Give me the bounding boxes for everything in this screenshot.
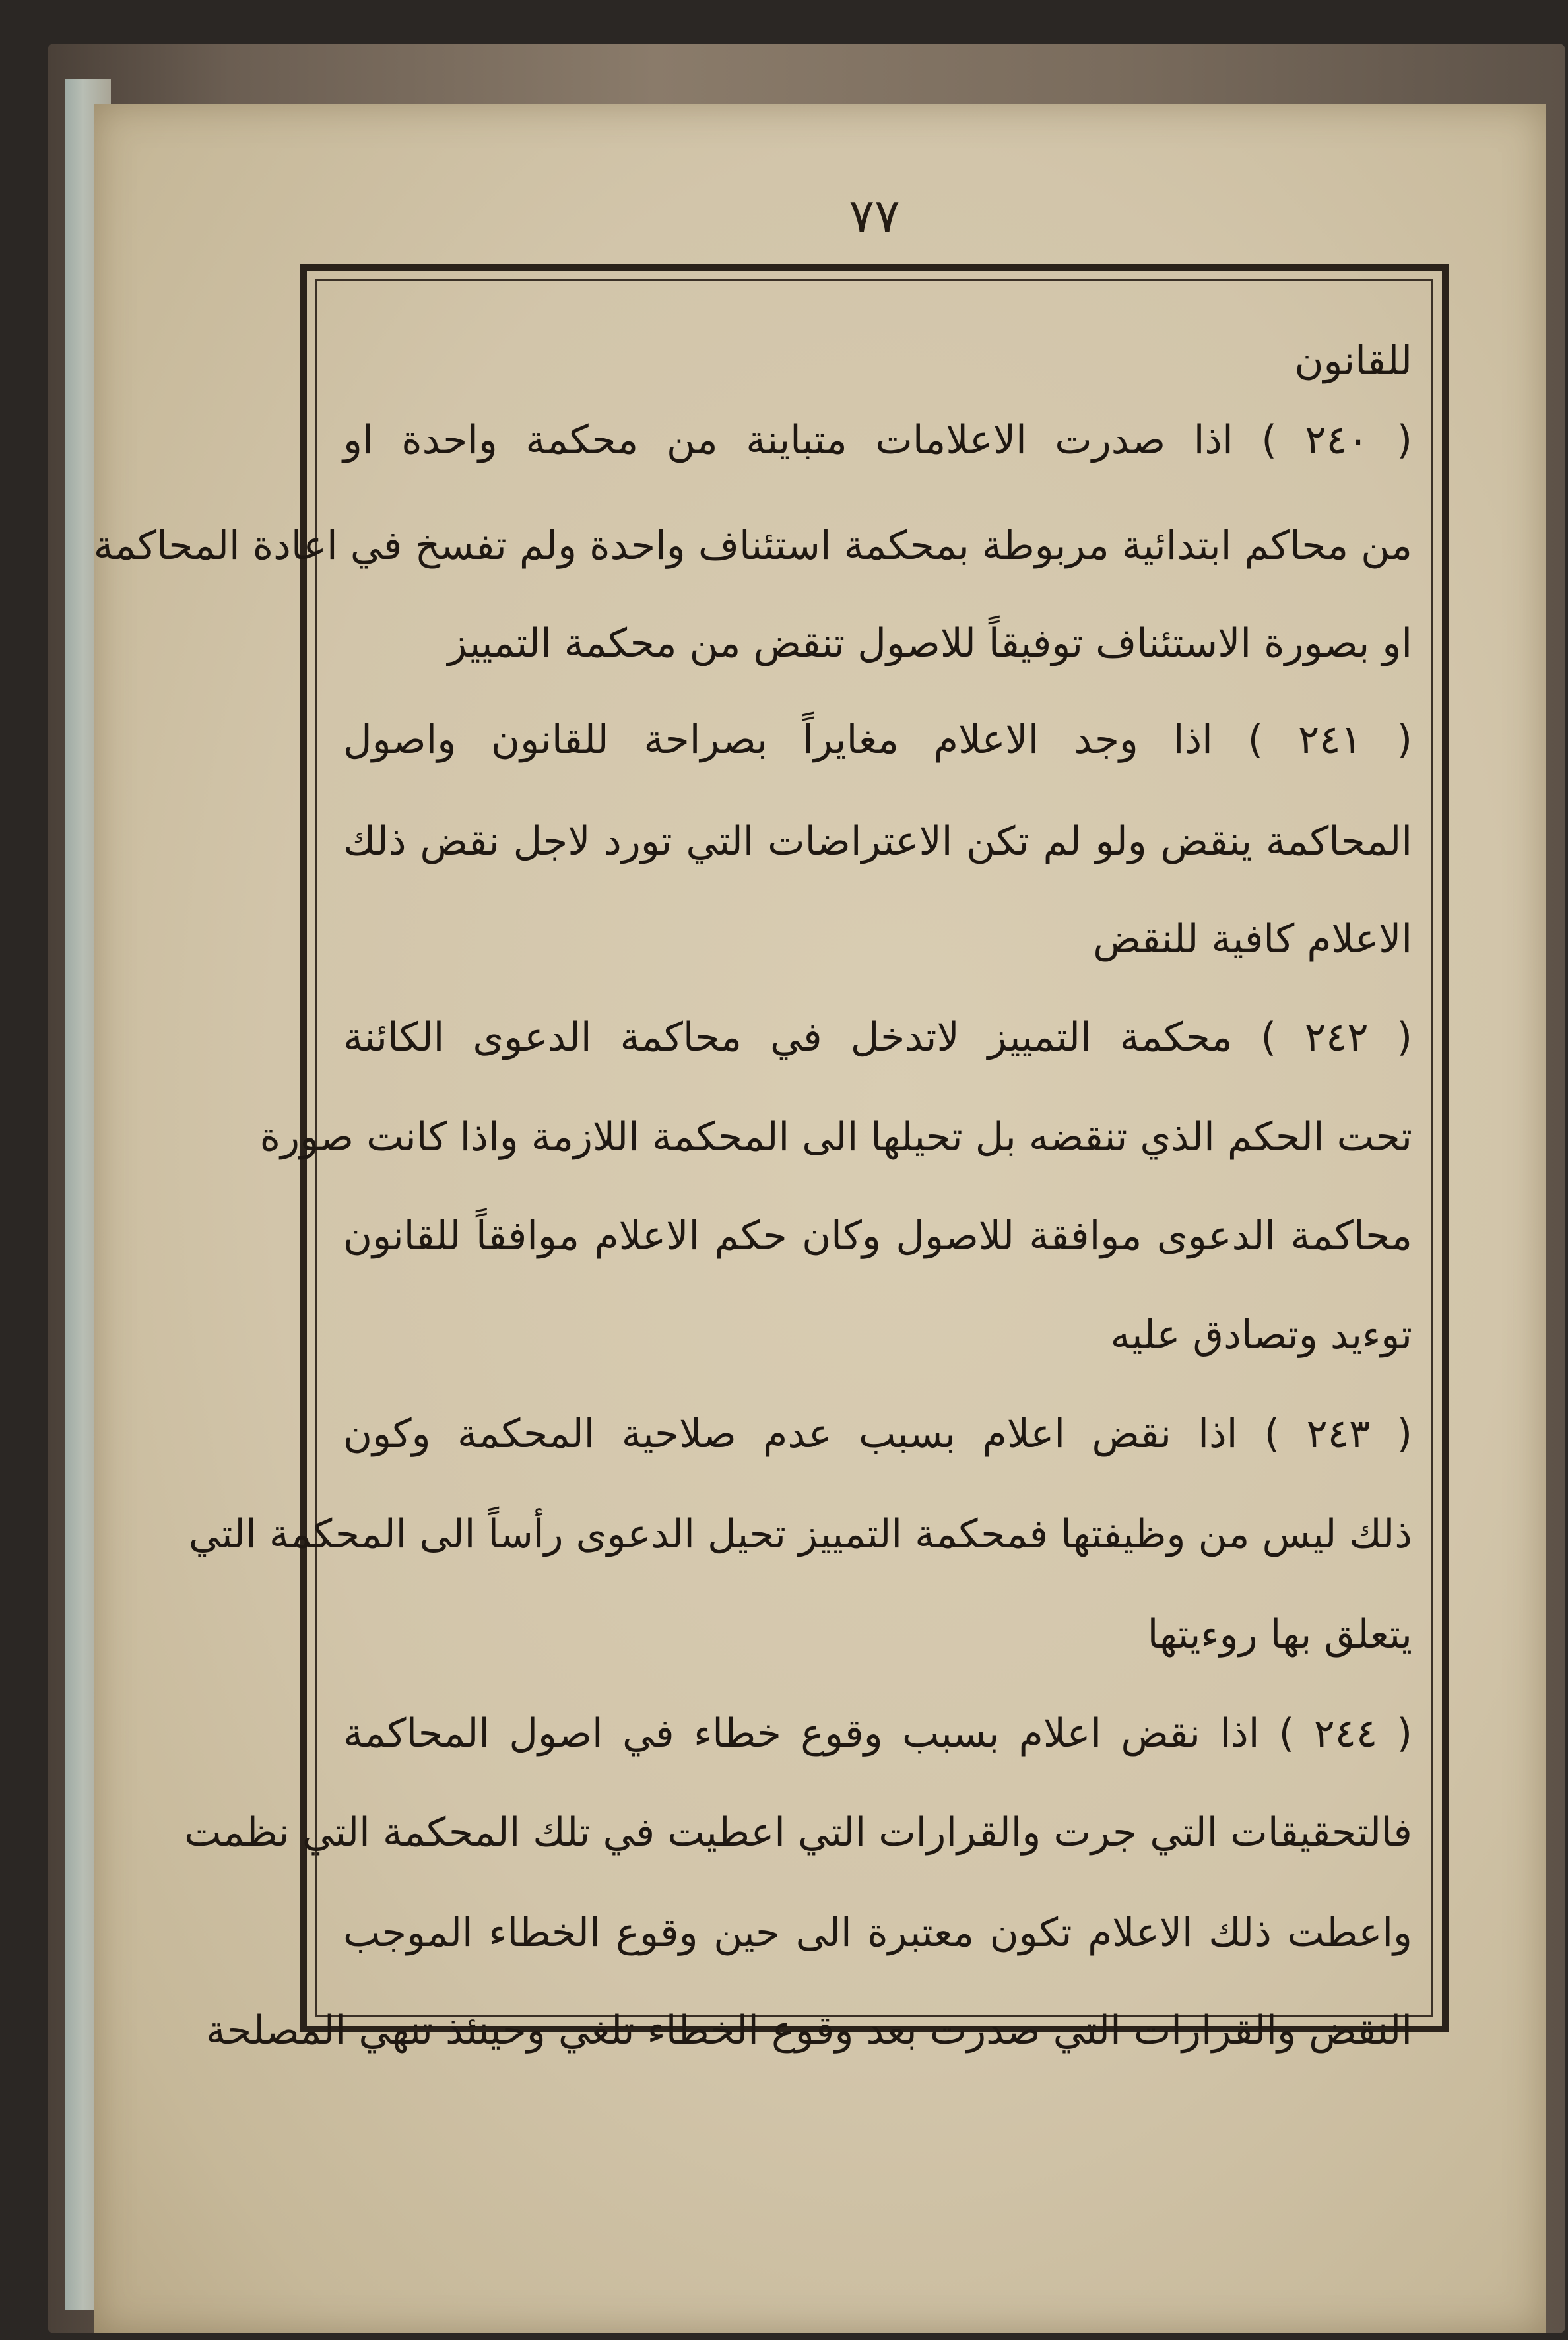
article-line [343, 988, 1412, 1087]
text-line [343, 1186, 1412, 1285]
article-line [343, 1384, 1412, 1483]
article-line [343, 1684, 1412, 1783]
line-text: المحاكمة ينقض ولو لم تكن الاعتراضات التي تورد لاجل نقض ذلك [343, 818, 1412, 864]
page-text-block [93, 311, 1413, 2054]
line-text: او بصورة الاستئناف توفيقاً للاصول تنقض من محكمة التمييز [447, 620, 1412, 666]
line-text: الاعلام كافية للنقض [1093, 916, 1412, 962]
article-number: ( ٢٤٤ ) [1278, 1710, 1413, 1757]
article-line [343, 391, 1412, 490]
line-text: تحت الحكم الذي تنقضه بل تحيلها الى المحكمة اللازمة واذا كانت صورة [259, 1114, 1412, 1160]
line-text: من محاكم ابتدائية مربوطة بمحكمة استئناف واحدة ولم تفسخ في اعادة المحاكمة [93, 523, 1412, 569]
article-number: ( ٢٤٣ ) [1264, 1411, 1412, 1457]
line-text: النقض والقرارات التي صدرت بعد وقوع الخطاء تلغي وحينئذ تنهي المصلحة [205, 2007, 1412, 2054]
text-line [343, 594, 1412, 693]
article-number: ( ٢٤٠ ) [1261, 417, 1412, 463]
text-line [205, 1981, 1412, 2080]
text-line [259, 1088, 1412, 1186]
article-number: ( ٢٤٢ ) [1260, 1014, 1412, 1060]
line-text: فالتحقيقات التي جرت والقرارات التي اعطيت في تلك المحكمة التي نظمت [184, 1809, 1412, 1856]
text-line [343, 792, 1412, 891]
text-line [343, 890, 1412, 989]
text-line [188, 1485, 1412, 1584]
page-number: ٧٧ [849, 188, 900, 244]
line-text: محكمة التمييز لاتدخل في محاكمة الدعوى الكائنة [343, 1014, 1233, 1060]
line-text: ذلك ليس من وظيفتها فمحكمة التمييز تحيل الدعوى رأساً الى المحكمة التي [188, 1511, 1412, 1557]
line-text: واعطت ذلك الاعلام تكون معتبرة الى حين وقوع الخطاء الموجب [343, 1910, 1412, 1956]
line-text: اذا وجد الاعلام مغايراً بصراحة للقانون واصول [343, 717, 1213, 763]
line-text: اذا نقض اعلام بسبب عدم صلاحية المحكمة وكون [343, 1411, 1238, 1457]
text-line [184, 1783, 1412, 1882]
text-line [343, 1285, 1412, 1384]
text-line [93, 496, 1412, 595]
line-text: محاكمة الدعوى موافقة للاصول وكان حكم الاعلام موافقاً للقانون [343, 1213, 1412, 1259]
text-line [343, 1883, 1412, 1982]
text-line [343, 1585, 1412, 1684]
article-line [343, 690, 1412, 789]
line-text: يتعلق بها روءيتها [1147, 1611, 1412, 1658]
line-text: اذا صدرت الاعلامات متباينة من محكمة واحدة او [343, 417, 1233, 463]
line-text: توءيد وتصادق عليه [1110, 1312, 1412, 1358]
line-text: اذا نقض اعلام بسبب وقوع خطاء في اصول المحاكمة [343, 1710, 1260, 1757]
article-number: ( ٢٤١ ) [1247, 717, 1413, 763]
line-text: للقانون [1294, 338, 1412, 384]
